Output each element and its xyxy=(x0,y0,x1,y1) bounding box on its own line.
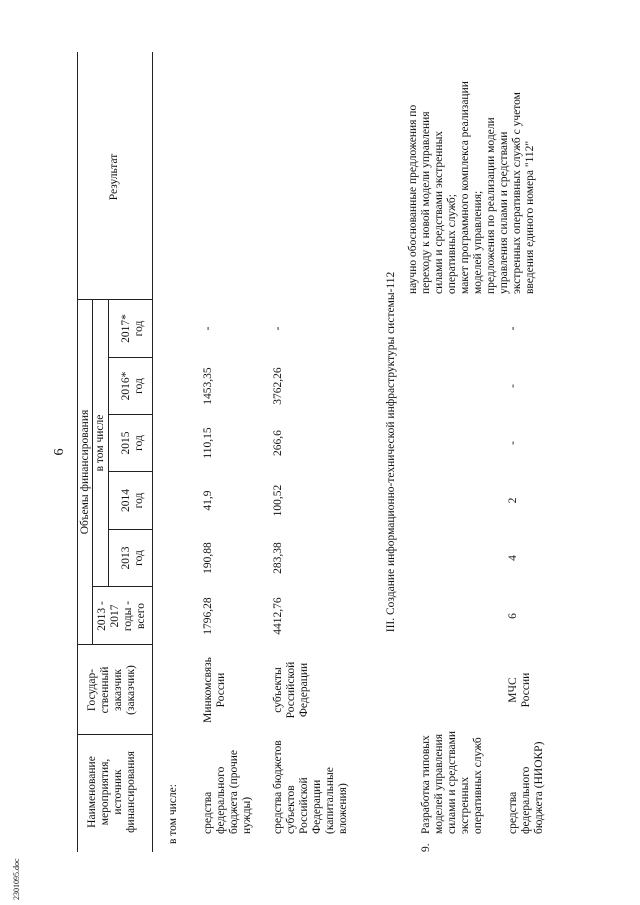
row-federal-name: средства федерального бюджета (прочие нужды) xyxy=(202,750,253,834)
footer-doc-code: 2301095.doc xyxy=(12,858,21,900)
row-federal-2016: 1453,35 xyxy=(202,367,214,405)
item9-name: Разработка типовых моделей управления силами и средствами экстренных оперативных служб xyxy=(420,730,484,834)
row-federal-2013: 190,88 xyxy=(202,542,214,574)
item9-source-2015: - xyxy=(507,441,519,445)
row-including-label: в том числе: xyxy=(167,784,179,844)
header-total: 2013 - 2017 годы - всего xyxy=(96,600,147,632)
rotated-table-area xyxy=(52,52,612,852)
col-divider-customer xyxy=(77,644,152,645)
item9-source-2017: - xyxy=(507,326,519,331)
row-regional-2016: 3762,26 xyxy=(272,367,284,405)
funding-group-divider xyxy=(92,300,93,645)
row-federal-2014: 41,9 xyxy=(202,490,214,511)
item9-source-2013: 4 xyxy=(507,555,519,561)
col-divider-total xyxy=(92,586,152,587)
col-divider-name xyxy=(77,734,152,735)
including-divider xyxy=(108,300,109,587)
page-number: 6 xyxy=(52,448,67,456)
header-including: в том числе xyxy=(94,414,106,472)
header-funding-group: Объемы финансирования xyxy=(79,409,91,535)
row-federal-customer: Минкомсвязь России xyxy=(202,657,227,723)
section-title: III. Создание информационно-технической инфраструктуры системы-112 xyxy=(385,271,397,633)
header-customer: Государ- ственный заказчик (заказчик) xyxy=(86,665,137,715)
item9-source-name: средства федерального бюджета (НИОКР) xyxy=(507,741,545,834)
row-federal-2015: 110,15 xyxy=(202,427,214,459)
row-regional-2014: 100,52 xyxy=(272,484,284,517)
item9-number: 9. xyxy=(420,843,432,852)
header-name: Наименование мероприятия, источник финансирования xyxy=(86,751,137,833)
header-bottom-border xyxy=(152,52,153,852)
row-regional-customer: субъекты Российской Федерации xyxy=(272,661,310,719)
header-result: Результат xyxy=(108,153,120,201)
header-year-2016: 2016* год xyxy=(120,371,145,401)
row-regional-name: средства бюджетов субъектов Российской Федерации (капитальные вложения) xyxy=(272,740,349,834)
table-top-border xyxy=(77,52,78,852)
row-federal-total: 1796,28 xyxy=(202,597,214,635)
row-regional-total: 4412,76 xyxy=(272,597,284,635)
header-year-2015: 2015 год xyxy=(120,431,145,455)
header-year-2014: 2014 год xyxy=(120,489,145,512)
header-year-2017: 2017* год xyxy=(120,314,145,343)
item9-source-2016: - xyxy=(507,384,519,388)
item9-source-total: 6 xyxy=(507,613,519,619)
item9-source-customer: МЧС России xyxy=(507,672,532,708)
row-regional-2015: 266,6 xyxy=(272,430,284,456)
header-year-2013: 2013 год xyxy=(120,546,145,570)
item9-result: научно обоснованные предложения по переходу к новой модели управления силами и средствами экстренных оперативных служб; макет программного комплекса реализации моделей управления; предложения по реализации модели управления силами и средствами экстренных оперативных служб с учетом введения единого номера "112" xyxy=(407,81,536,294)
row-regional-2013: 283,38 xyxy=(272,542,284,574)
row-regional-2017: - xyxy=(272,326,284,331)
row-federal-2017: - xyxy=(202,326,214,331)
item9-source-2014: 2 xyxy=(507,497,519,504)
